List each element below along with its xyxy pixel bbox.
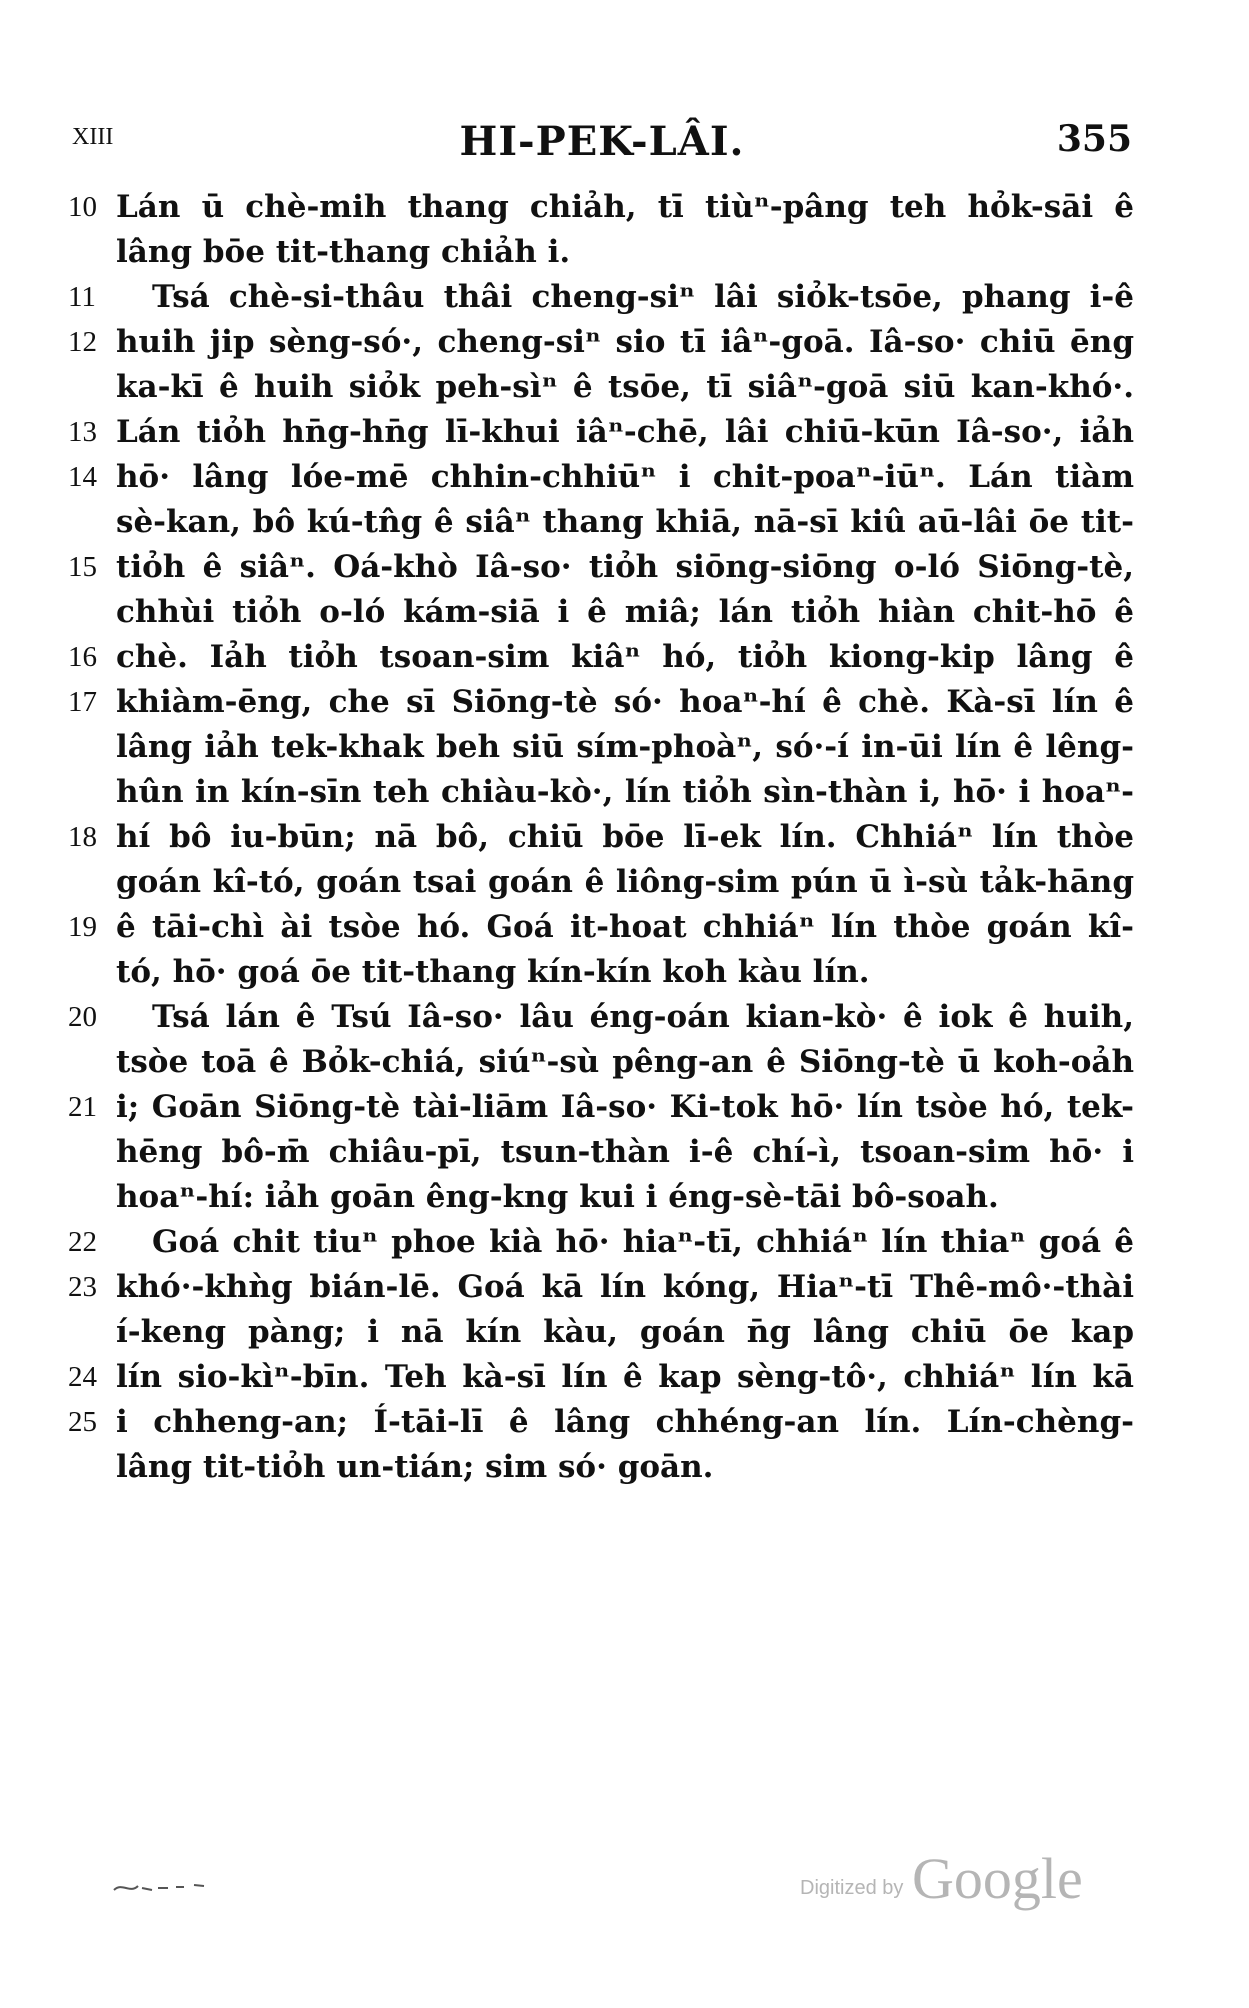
line-text: chè. Iảh tiỏh tsoan-sim kiâⁿ hó, tiỏh kiong-kip lâng ê: [116, 639, 1134, 675]
text-line: [0, 455, 1249, 500]
ink-mark: [112, 1878, 262, 1898]
text-line: [0, 1355, 1249, 1400]
text-line: [0, 1130, 1249, 1175]
verse-number: 12: [68, 326, 97, 358]
line-text: lâng iảh tek-khak beh siū sím-phoàⁿ, só·-í in-ūi lín ê lêng-: [116, 729, 1134, 765]
line-text: tiỏh ê siâⁿ. Oá-khò Iâ-so· tiỏh siōng-siōng o-ló Siōng-tè,: [116, 549, 1134, 585]
line-text: Lán tiỏh hn̄g-hn̄g lī-khui iâⁿ-chē, lâi chiū-kūn Iâ-so·, iảh: [116, 414, 1134, 450]
verse-number: 24: [68, 1361, 97, 1393]
line-text: Goá chit tiuⁿ phoe kià hō· hiaⁿ-tī, chhiáⁿ lín thiaⁿ goá ê: [152, 1224, 1134, 1260]
text-line: [0, 545, 1249, 590]
verse-number: 23: [68, 1271, 97, 1303]
verse-number: 20: [68, 1001, 97, 1033]
text-line: [0, 905, 1249, 950]
text-line: [0, 230, 1249, 275]
line-text: chhùi tiỏh o-ló kám-siā i ê miâ; lán tiỏh hiàn chit-hō ê: [116, 594, 1134, 630]
line-text: í-keng pàng; i nā kín kàu, goán n̄g lâng chiū ōe kap: [116, 1314, 1134, 1350]
text-line: [0, 320, 1249, 365]
verse-number: 10: [68, 191, 97, 223]
watermark-brand: Google: [912, 1846, 1083, 1911]
verse-number: 15: [68, 551, 97, 583]
verse-number: 11: [68, 281, 96, 313]
verse-number: 25: [68, 1406, 97, 1438]
line-text: lâng tit-tiỏh un-tián; sim só· goān.: [116, 1449, 714, 1485]
text-line: [0, 1040, 1249, 1085]
watermark-prefix: Digitized by: [800, 1877, 904, 1899]
text-line: [0, 1400, 1249, 1445]
line-text: huih jip sèng-só·, cheng-siⁿ sio tī iâⁿ-goā. Iâ-so· chiū ēng: [116, 324, 1134, 360]
line-text: hí bô iu-būn; nā bô, chiū bōe lī-ek lín. Chhiáⁿ lín thòe: [116, 819, 1134, 855]
verse-number: 19: [68, 911, 97, 943]
line-text: Tsá lán ê Tsú Iâ-so· lâu éng-oán kian-kò· ê iok ê huih,: [152, 999, 1134, 1035]
line-text: tó, hō· goá ōe tit-thang kín-kín koh kàu lín.: [116, 954, 870, 990]
line-text: lín sio-kìⁿ-bīn. Teh kà-sī lín ê kap sèng-tô·, chhiáⁿ lín kā: [116, 1359, 1134, 1395]
verse-number: 13: [68, 416, 97, 448]
text-line: [0, 365, 1249, 410]
line-text: ê tāi-chì ài tsòe hó. Goá it-hoat chhiáⁿ lín thòe goán kî-: [116, 909, 1134, 945]
text-line: [0, 275, 1249, 320]
line-text: hō· lâng lóe-mē chhin-chhiūⁿ i chit-poaⁿ-iūⁿ. Lán tiàm: [116, 459, 1134, 495]
line-text: hûn in kín-sīn teh chiàu-kò·, lín tiỏh sìn-thàn i, hō· i hoaⁿ-: [116, 774, 1134, 810]
text-line: [0, 680, 1249, 725]
line-text: hēng bô-m̄ chiâu-pī, tsun-thàn i-ê chí-ì, tsoan-sim hō· i: [116, 1134, 1134, 1170]
line-text: i; Goān Siōng-tè tài-liām Iâ-so· Ki-tok hō· lín tsòe hó, tek-: [116, 1089, 1134, 1125]
line-text: ka-kī ê huih siỏk peh-sìⁿ ê tsōe, tī siâⁿ-goā siū kan-khó·.: [116, 369, 1134, 405]
line-text: Lán ū chè-mih thang chiảh, tī tiùⁿ-pâng teh hỏk-sāi ê: [116, 189, 1134, 225]
text-line: [0, 500, 1249, 545]
text-line: [0, 1265, 1249, 1310]
verse-number: 21: [68, 1091, 97, 1123]
google-watermark: [800, 1845, 1083, 1915]
verse-number: 14: [68, 461, 97, 493]
text-line: [0, 1220, 1249, 1265]
text-line: [0, 995, 1249, 1040]
text-line: [0, 950, 1249, 995]
line-text: goán kî-tó, goán tsai goán ê liông-sim pún ū ì-sù tảk-hāng: [116, 864, 1134, 900]
line-text: Tsá chè-si-thâu thâi cheng-siⁿ lâi siỏk-tsōe, phang i-ê: [152, 279, 1134, 315]
text-line: [0, 725, 1249, 770]
text-line: [0, 815, 1249, 860]
line-text: lâng bōe tit-thang chiảh i.: [116, 234, 571, 270]
line-text: sè-kan, bô kú-tn̂g ê siâⁿ thang khiā, nā-sī kiû aū-lâi ōe tit-: [116, 504, 1134, 540]
page-number: 355: [1056, 118, 1132, 160]
verse-number: 22: [68, 1226, 97, 1258]
line-text: hoaⁿ-hí: iảh goān êng-kng kui i éng-sè-tāi bô-soah.: [116, 1179, 999, 1215]
line-text: tsòe toā ê Bỏk-chiá, siúⁿ-sù pêng-an ê Siōng-tè ū koh-oảh: [116, 1044, 1134, 1080]
text-line: [0, 410, 1249, 455]
text-line: [0, 1445, 1249, 1490]
text-line: [0, 590, 1249, 635]
line-text: i chheng-an; Í-tāi-lī ê lâng chhéng-an lín. Lín-chèng-: [116, 1404, 1134, 1440]
text-line: [0, 1085, 1249, 1130]
text-line: [0, 635, 1249, 680]
line-text: khó·-khǹg bián-lē. Goá kā lín kóng, Hiaⁿ-tī Thê-mô·-thài: [116, 1269, 1134, 1305]
running-title: HI-PEK-LÂI.: [459, 118, 745, 165]
running-header: [72, 118, 1132, 168]
verse-number: 17: [68, 686, 97, 718]
verse-number: 16: [68, 641, 97, 673]
text-line: [0, 185, 1249, 230]
text-line: [0, 1175, 1249, 1220]
text-body: [0, 185, 1249, 1490]
text-line: [0, 1310, 1249, 1355]
verse-number: 18: [68, 821, 97, 853]
line-text: khiàm-ēng, che sī Siōng-tè só· hoaⁿ-hí ê chè. Kà-sī lín ê: [116, 684, 1134, 720]
text-line: [0, 770, 1249, 815]
text-line: [0, 860, 1249, 905]
chapter-number: XIII: [72, 124, 114, 150]
